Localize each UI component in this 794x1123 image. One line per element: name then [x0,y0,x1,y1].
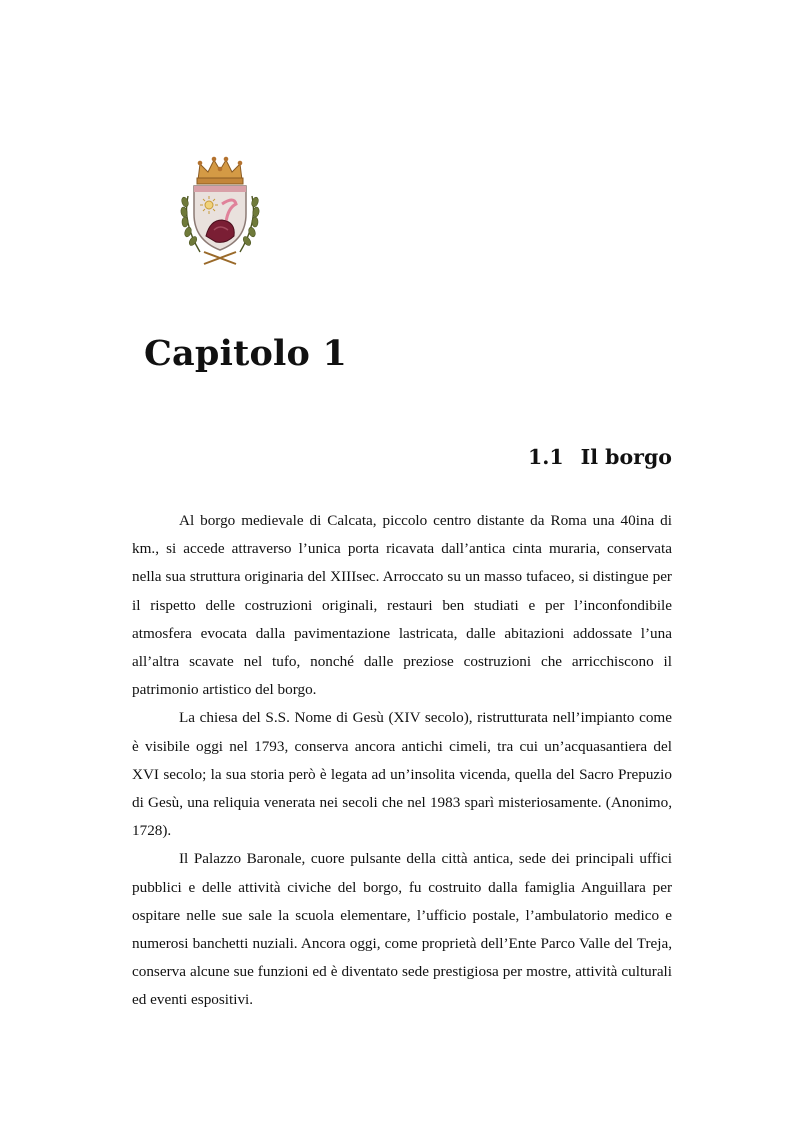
section-heading [528,445,672,469]
coat-of-arms-emblem [176,152,264,270]
crown-icon [197,157,243,184]
section-title: Il borgo [580,445,672,469]
section-number: 1.1 [527,445,564,469]
paragraph: Il Palazzo Baronale, cuore pulsante della città antica, sede dei principali uffici pubblici e delle attività civiche del borgo, fu costruito dalla famiglia Anguillara per ospitare nelle sue sale la scuola elementare, l’ufficio postale, l’ambulatorio medico e numerosi banchetti nuziali. Ancora oggi, come proprietà dell’Ente Parco Valle del Treja, conserva alcune sue funzioni ed è diventato sede prestigiosa per mostre, attività culturali ed eventi espositivi. [132,850,672,1009]
chapter-title: Capitolo 1 [144,333,347,374]
paragraph: La chiesa del S.S. Nome di Gesù (XIV secolo), ristrutturata nell’impianto come è visibile oggi nel 1793, conserva ancora antichi cimeli, tra cui un’acquasantiera del XVI secolo; la sua storia però è legata ad un’insolita vicenda, quella del Sacro Prepuzio di Gesù, una reliquia venerata nei secoli che nel 1983 sparì misteriosamente. (Anonimo, 1728). [132,709,672,840]
paragraph: Al borgo medievale di Calcata, piccolo centro distante da Roma una 40ina di km., si accede attraverso l’unica porta ricavata dall’antica cinta muraria, conservata nella sua struttura originaria del XIIIsec. Arroccato su un masso tufaceo, si distingue per il rispetto delle costruzioni originali, restauri ben studiati e per l’inconfondibile atmosfera evocata dalla pavimentazione lastricata, dalle abitazioni addossate l’una all’altra scavate nel tufo, nonché dalle preziose costruzioni che arricchiscono il patrimonio artistico del borgo. [132,512,672,699]
body-text [132,507,672,1015]
